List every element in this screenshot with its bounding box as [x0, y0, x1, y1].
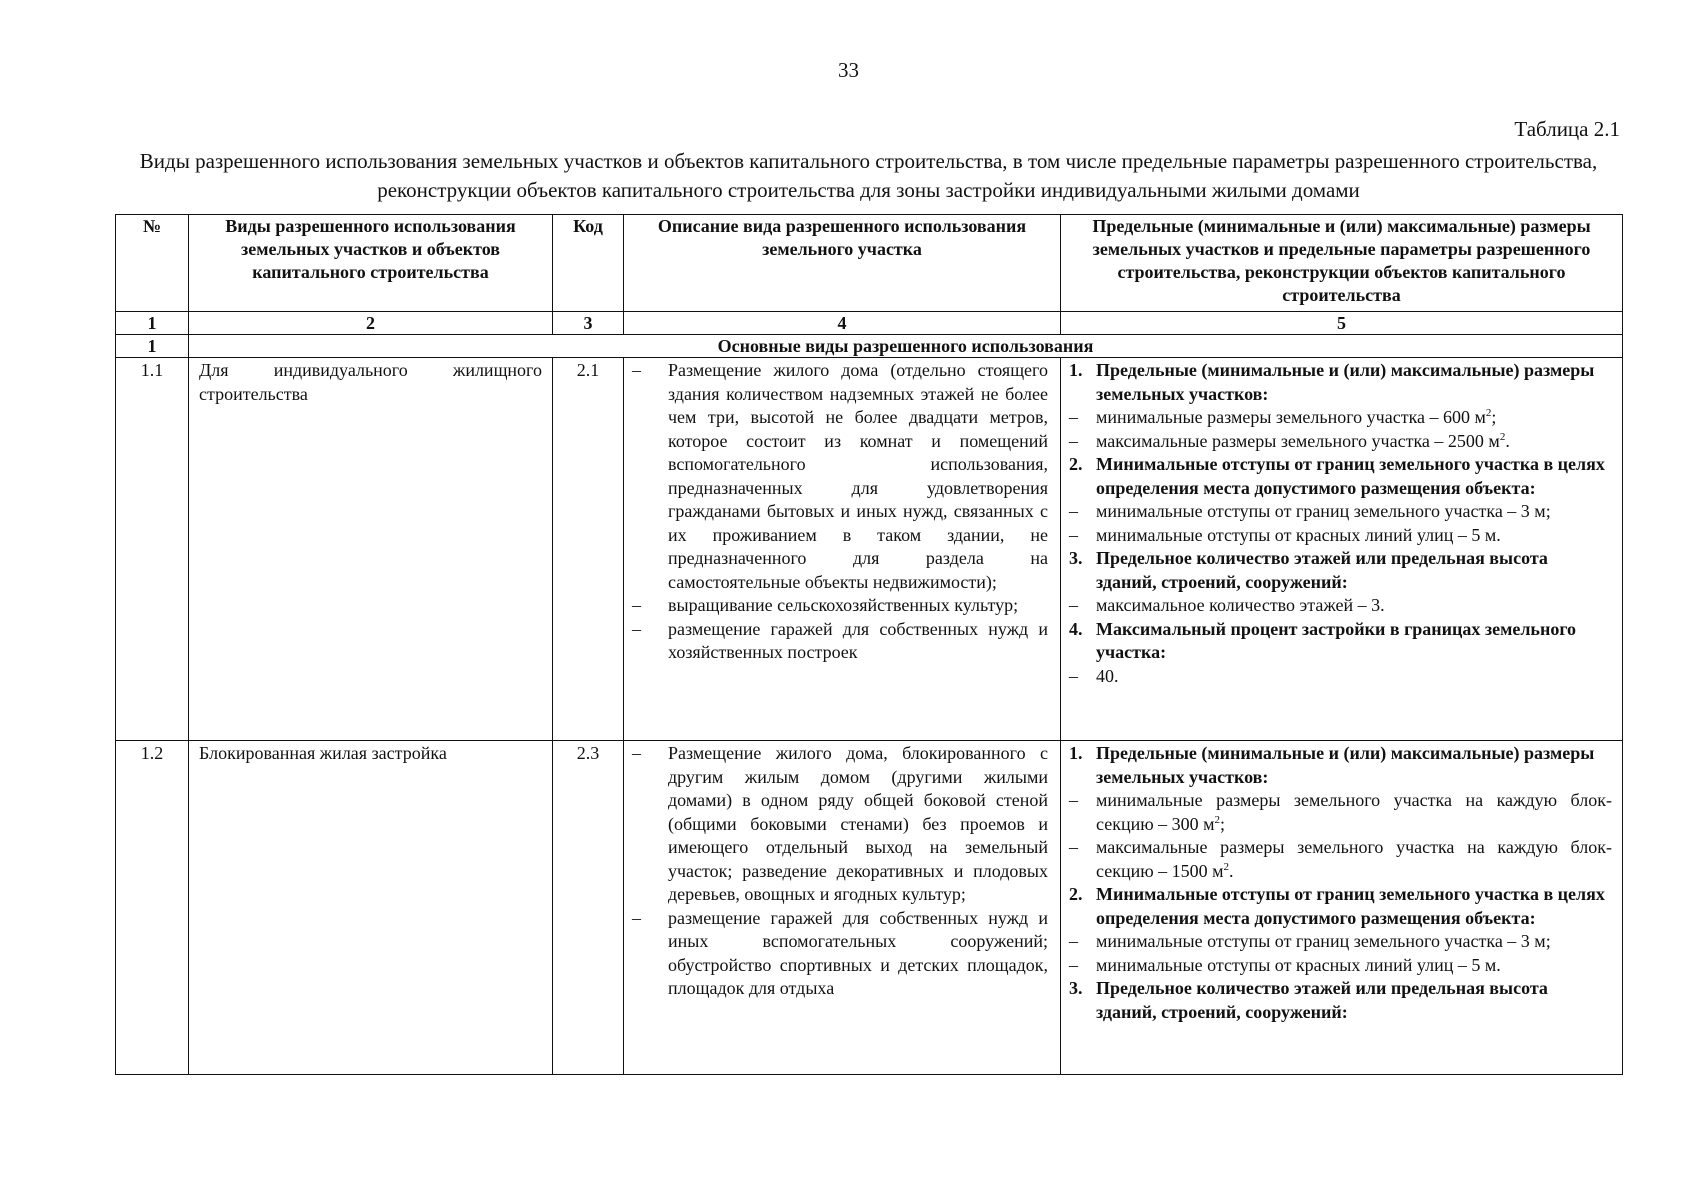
param-text: минимальные отступы от красных линий улиц – 5 м.: [1096, 524, 1501, 545]
heading-text: Предельные (минимальные и (или) максимальные) размеры земельных участков:: [1096, 743, 1595, 787]
header-kind: Виды разрешенного использования земельных участков и объектов капитального строительства: [189, 215, 553, 312]
heading-number: 2.: [1069, 454, 1083, 474]
dash-marker: –: [1069, 524, 1078, 545]
header-code: Код: [553, 215, 624, 312]
desc-text: Размещение жилого дома (отдельно стоящего здания количеством надземных этажей не более чем три, высотой не более двадцати метров, которое состоит из комнат и помещений вспомогательного использования, предназначенных для удовлетворения гражданами бытовых и иных нужд, связанных с их проживанием в таком здании, не предназначенного для раздела на самостоятельные объекты недвижимости);: [668, 360, 1048, 592]
param-heading: [1069, 977, 1612, 1024]
col-number: 1: [116, 312, 189, 335]
col-number: 3: [553, 312, 624, 335]
section-num: 1: [116, 335, 189, 358]
param-heading: [1069, 547, 1612, 594]
param-text: максимальные размеры земельного участка на каждую блок-секцию – 1500 $м^2$.: [1096, 837, 1612, 881]
param-heading: [1069, 742, 1612, 789]
param-item: [1069, 836, 1612, 883]
param-heading: [1069, 883, 1612, 930]
desc-text: выращивание сельскохозяйственных культур;: [668, 595, 1019, 615]
column-number-row: [116, 312, 1623, 335]
param-heading: [1069, 618, 1612, 665]
row-code: 2.1: [553, 358, 624, 741]
param-text: минимальные отступы от красных линий улиц – 5 м.: [1096, 954, 1501, 975]
heading-text: Предельные (минимальные и (или) максимальные) размеры земельных участков:: [1096, 360, 1595, 404]
dash-marker: –: [1069, 954, 1078, 975]
header-params: Предельные (минимальные и (или) максимальные) размеры земельных участков и предельные параметры разрешенного строительства, реконструкции объектов капитального строительства: [1061, 215, 1623, 312]
heading-text: Минимальные отступы от границ земельного участка в целях определения места допустимого размещения объекта:: [1096, 454, 1605, 498]
dash-marker: –: [1069, 931, 1078, 951]
desc-item: [632, 359, 1048, 594]
param-text: 40.: [1096, 665, 1119, 686]
param-item: [1069, 665, 1612, 689]
param-item: [1069, 789, 1612, 836]
param-item: [1069, 524, 1612, 548]
table-caption: Виды разрешенного использования земельных участков и объектов капитального строительства, в том числе предельные параметры разрешенного строительства, реконструкции объектов капитального строительства для зоны застройки индивидуальными жилыми домами: [139, 149, 1598, 202]
desc-item: [632, 742, 1048, 907]
row-num: 1.1: [116, 358, 189, 741]
heading-number: 1.: [1069, 743, 1083, 763]
row-name: Для индивидуального жилищного строительства: [189, 358, 553, 741]
heading-number: 1.: [1069, 360, 1083, 380]
table-row: [116, 741, 1623, 1075]
desc-item: [632, 594, 1048, 618]
table-row: [116, 358, 1623, 741]
desc-text: размещение гаражей для собственных нужд и иных вспомогательных сооружений; обустройство спортивных и детских площадок, площадок для отдыха: [668, 907, 1048, 998]
row-description: [624, 741, 1061, 1075]
row-code: 2.3: [553, 741, 624, 1075]
param-text: минимальные отступы от границ земельного участка – 3 м;: [1096, 501, 1551, 521]
param-item: [1069, 594, 1612, 618]
desc-text: размещение гаражей для собственных нужд и хозяйственных построек: [668, 618, 1048, 662]
dash-marker: –: [632, 907, 641, 928]
col-number: 2: [189, 312, 553, 335]
row-parameters: [1061, 741, 1623, 1075]
heading-text: Минимальные отступы от границ земельного участка в целях определения места допустимого размещения объекта:: [1096, 884, 1605, 928]
permitted-use-table: [115, 214, 1623, 1075]
dash-marker: –: [1069, 407, 1078, 427]
param-heading: [1069, 359, 1612, 406]
param-item: [1069, 406, 1612, 430]
desc-item: [632, 618, 1048, 665]
heading-number: 3.: [1069, 548, 1083, 568]
dash-marker: –: [1069, 595, 1078, 615]
header-num: №: [116, 215, 189, 312]
dash-marker: –: [1069, 501, 1078, 521]
row-name: Блокированная жилая застройка: [189, 741, 553, 1075]
heading-number: 4.: [1069, 618, 1083, 639]
param-text: максимальное количество этажей – 3.: [1096, 595, 1385, 615]
dash-marker: –: [1069, 430, 1078, 451]
dash-marker: –: [1069, 665, 1078, 686]
heading-text: Предельное количество этажей или предельная высота зданий, строений, сооружений:: [1096, 978, 1548, 1022]
dash-marker: –: [632, 595, 641, 615]
heading-text: Максимальный процент застройки в границах земельного участка:: [1096, 618, 1577, 662]
dash-marker: –: [1069, 837, 1078, 857]
heading-text: Предельное количество этажей или предельная высота зданий, строений, сооружений:: [1096, 548, 1548, 592]
row-parameters: [1061, 358, 1623, 741]
heading-number: 2.: [1069, 884, 1083, 904]
row-description: [624, 358, 1061, 741]
desc-text: Размещение жилого дома, блокированного с другим жилым домом (другими жилыми домами) в одном ряду общей боковой стеной (общими боковыми стенами) без проемов и имеющего отдельный выход на земельный участок; разведение декоративных и плодовых деревьев, овощных и ягодных культур;: [668, 743, 1048, 904]
col-number: 5: [1061, 312, 1623, 335]
param-text: минимальные размеры земельного участка – 600 $м^2$;: [1096, 407, 1497, 427]
dash-marker: –: [632, 618, 641, 639]
param-item: [1069, 430, 1612, 454]
col-number: 4: [624, 312, 1061, 335]
param-item: [1069, 500, 1612, 524]
section-row: [116, 335, 1623, 358]
page-number: 33: [838, 58, 859, 82]
param-item: [1069, 954, 1612, 978]
param-text: минимальные размеры земельного участка на каждую блок-секцию – 300 $м^2$;: [1096, 790, 1612, 834]
param-item: [1069, 930, 1612, 954]
param-text: максимальные размеры земельного участка – 2500 $м^2$.: [1096, 430, 1510, 451]
param-heading: [1069, 453, 1612, 500]
header-desc: Описание вида разрешенного использования земельного участка: [624, 215, 1061, 312]
row-num: 1.2: [116, 741, 189, 1075]
desc-item: [632, 907, 1048, 1001]
table-label: Таблица 2.1: [1514, 117, 1620, 141]
dash-marker: –: [632, 743, 641, 763]
dash-marker: –: [632, 360, 641, 380]
dash-marker: –: [1069, 790, 1078, 810]
section-title: Основные виды разрешенного использования: [189, 335, 1623, 358]
heading-number: 3.: [1069, 978, 1083, 998]
param-text: минимальные отступы от границ земельного участка – 3 м;: [1096, 931, 1551, 951]
header-row: [116, 215, 1623, 312]
